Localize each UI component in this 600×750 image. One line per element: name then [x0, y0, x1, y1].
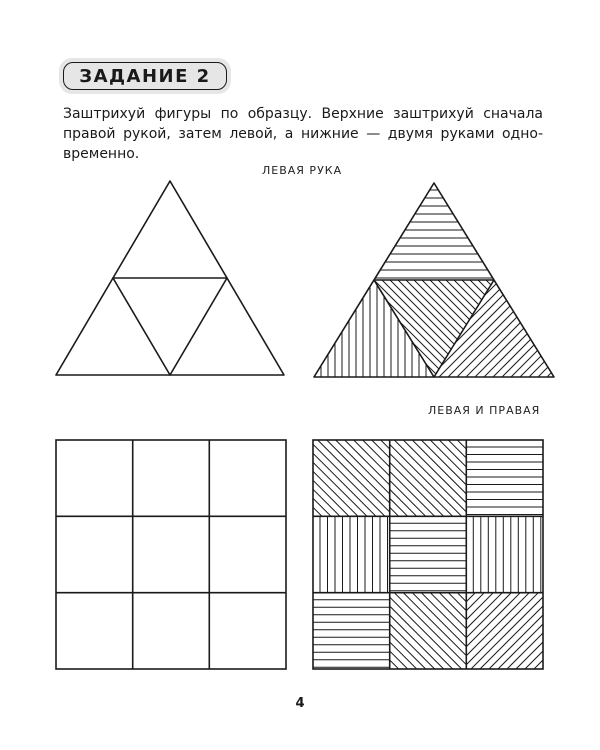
hatch-line [553, 270, 600, 380]
hatch-line [511, 440, 587, 516]
hatch-line [462, 440, 538, 516]
hatch-line [466, 593, 542, 669]
hatch-line [526, 270, 600, 380]
hatch-line [476, 270, 586, 380]
triangle-inner-lines [113, 278, 227, 375]
hatch-line [408, 440, 484, 516]
hatch-line [164, 270, 274, 380]
instruction-line: Заштрихуй фигуры по образцу. Верхние заштрихуй сначала [63, 106, 543, 122]
hatch-line [520, 593, 596, 669]
instruction-line: правой рукой, затем левой, а нижние — двумя руками одно- [63, 126, 543, 142]
hatch-line [204, 270, 314, 380]
hatch-line [520, 440, 596, 516]
hatch-line [534, 593, 600, 669]
hatch-line [484, 440, 560, 516]
hatch-line [457, 593, 533, 669]
hatch-line [538, 593, 600, 669]
hatch-region [473, 516, 541, 592]
task-title: ЗАДАНИЕ 2 [79, 65, 211, 87]
hatch-region [390, 523, 467, 591]
hatch-line [196, 270, 306, 380]
hatch-line [390, 440, 466, 516]
hatch-line [502, 440, 578, 516]
hatch-line [180, 270, 290, 380]
hatch-line [562, 270, 600, 380]
hatch-line [322, 440, 398, 516]
hatch-line [561, 593, 600, 669]
triangle-blank [56, 181, 284, 375]
hatch-line [390, 593, 466, 669]
hatch-line [148, 270, 258, 380]
page-number: 4 [295, 696, 305, 711]
hatch-line [140, 270, 250, 380]
hatch-region [310, 270, 600, 380]
left-hand-label: ЛЕВАЯ РУКА [262, 164, 343, 177]
instruction-line: временно. [63, 146, 140, 162]
hatch-line [328, 270, 438, 380]
hatch-line [552, 593, 600, 669]
hatch-line [570, 593, 600, 669]
hatch-line [355, 270, 465, 380]
triangle-hatching [100, 190, 600, 380]
hatch-line [313, 440, 389, 516]
hatch-line [484, 593, 560, 669]
hatch-line [188, 270, 298, 380]
hatch-line [356, 270, 466, 380]
hatch-line [493, 593, 569, 669]
hatch-line [511, 593, 587, 669]
hatch-region [237, 440, 538, 516]
hatch-line [579, 593, 600, 669]
hatch-line [322, 593, 398, 669]
hatch-line [435, 440, 511, 516]
hatch-line [529, 593, 600, 669]
triangle-sample [100, 183, 600, 380]
hatch-line [445, 270, 555, 380]
hatch-line [457, 440, 533, 516]
hatch-line [244, 270, 354, 380]
hatch-line [444, 270, 554, 380]
hatch-line [324, 270, 434, 380]
hatch-line [399, 440, 475, 516]
hatch-line [426, 440, 502, 516]
left-and-right-label: ЛЕВАЯ И ПРАВАЯ [428, 404, 541, 417]
hatch-region [300, 190, 570, 278]
hatch-line [316, 270, 426, 380]
hatch-line [116, 270, 226, 380]
hatch-line [400, 270, 510, 380]
hatch-line [453, 440, 529, 516]
hatch-line [156, 270, 266, 380]
hatch-line [502, 593, 578, 669]
hatch-line [337, 270, 447, 380]
hatch-region [466, 447, 543, 515]
hatch-line [475, 593, 551, 669]
hatch-line [236, 270, 346, 380]
hatch-line [237, 440, 313, 516]
hatch-line [538, 440, 600, 516]
hatch-line [543, 593, 600, 669]
hatch-line [493, 440, 569, 516]
hatch-line [571, 270, 600, 380]
hatch-region [390, 593, 600, 669]
hatch-line [475, 440, 551, 516]
hatch-line [589, 270, 600, 380]
hatch-region [313, 593, 600, 669]
hatch-line [381, 440, 457, 516]
hatch-region [313, 600, 390, 668]
grid-blank [56, 440, 286, 669]
hatch-line [468, 270, 578, 380]
hatch-line [100, 270, 210, 380]
hatch-line [300, 270, 410, 380]
hatch-line [417, 440, 493, 516]
hatch-line [132, 270, 242, 380]
hatch-line [420, 270, 530, 380]
hatch-line [544, 270, 600, 380]
grid-outline [56, 440, 286, 669]
hatch-line [499, 270, 600, 380]
hatch-line [399, 593, 475, 669]
hatch-line [580, 270, 600, 380]
hatch-line [220, 270, 330, 380]
hatch-line [517, 270, 600, 380]
grid-sample [237, 440, 600, 669]
hatch-line [454, 270, 564, 380]
hatch-region [320, 516, 388, 592]
hatch-line [246, 440, 322, 516]
hatch-line [472, 270, 582, 380]
grid-hatching [237, 440, 600, 669]
hatch-line [466, 440, 542, 516]
hatch-line [172, 270, 282, 380]
hatch-line [444, 440, 520, 516]
hatch-line [313, 593, 389, 669]
hatch-line [529, 440, 600, 516]
hatch-line [212, 270, 322, 380]
hatch-line [588, 593, 600, 669]
hatch-line [463, 270, 573, 380]
